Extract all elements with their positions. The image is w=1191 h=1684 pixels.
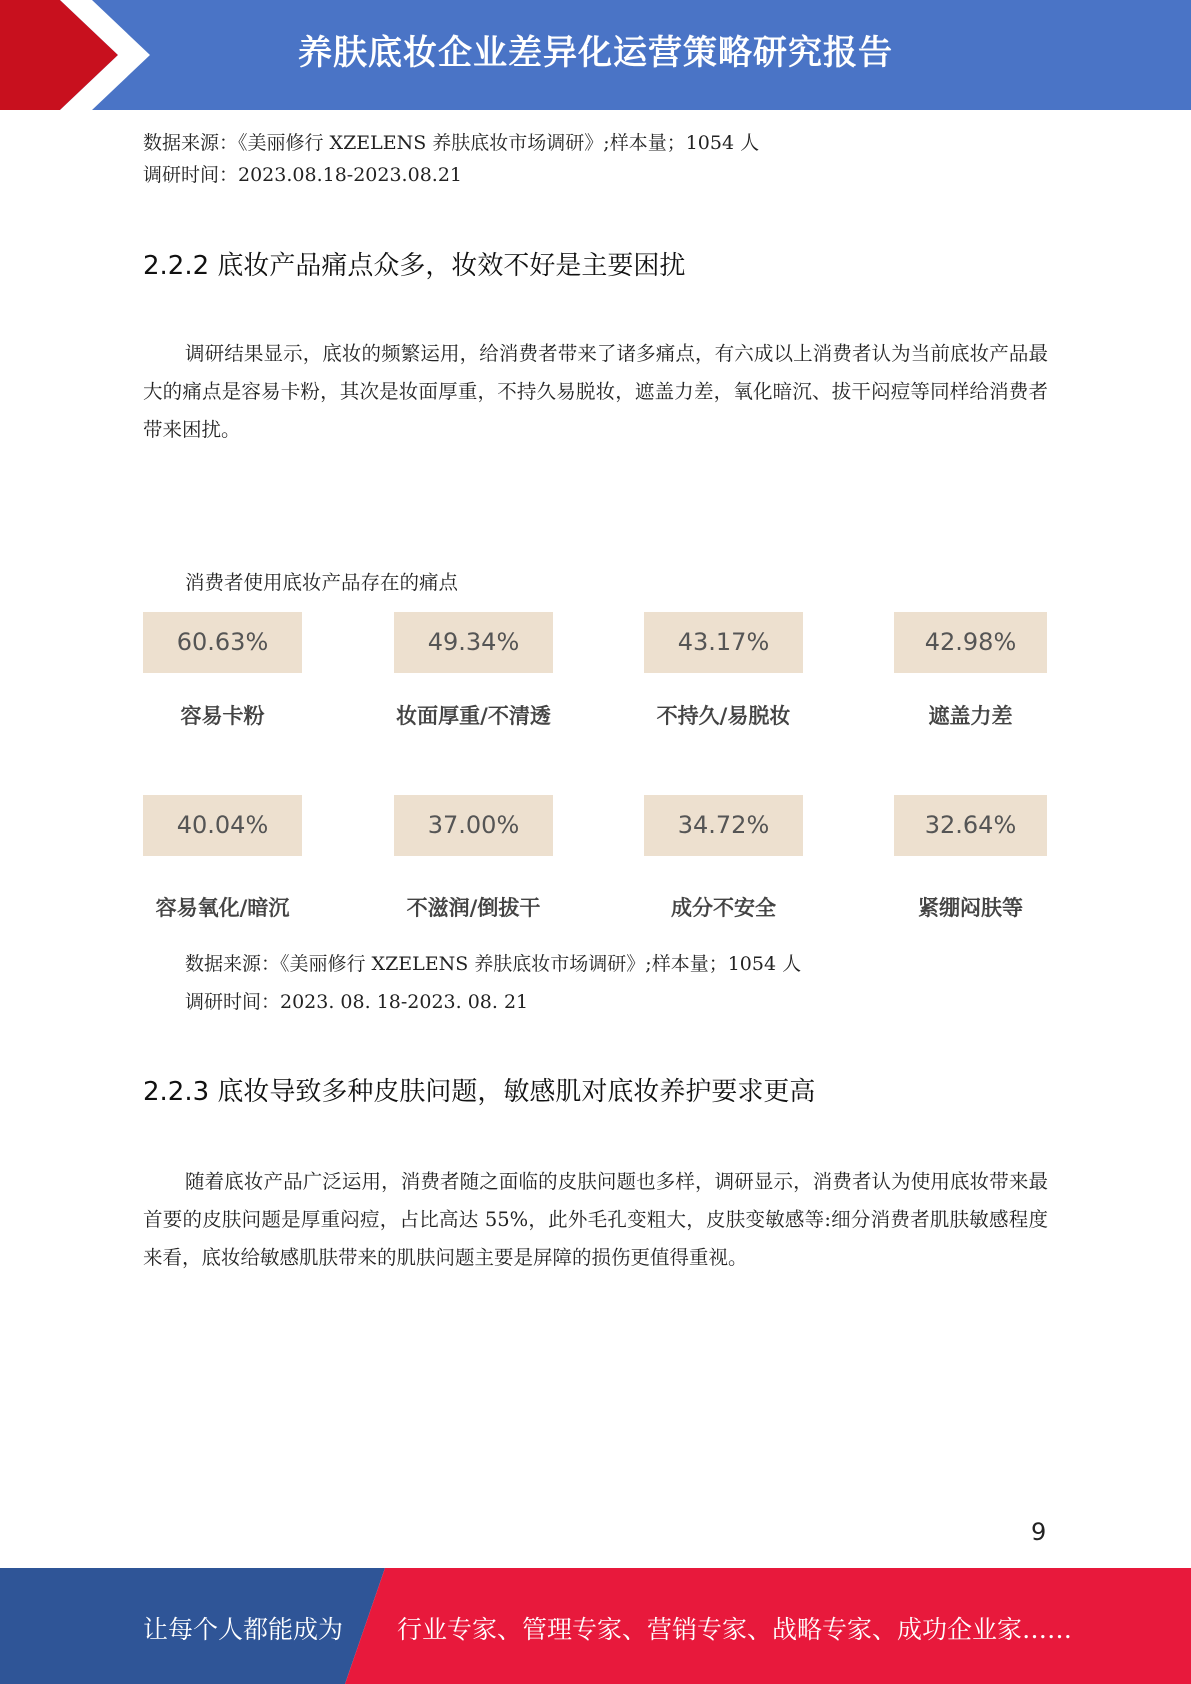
section-heading-2-2-2: 2.2.2 底妆产品痛点众多，妆效不好是主要困扰 (143, 251, 686, 281)
report-title: 养肤底妆企业差异化运营策略研究报告 (298, 33, 893, 73)
chart-category-label: 容易氧化/暗沉 (155, 896, 290, 920)
footer-slogan-left: 让每个人都能成为 (143, 1615, 344, 1644)
chart-value-box: 40.04% (143, 795, 302, 856)
chart-value-box: 43.17% (644, 612, 803, 673)
footer-slogan-right: 行业专家、管理专家、营销专家、战略专家、成功企业家…… (397, 1615, 1073, 1644)
survey-date-line: 调研时间：2023.08.18-2023.08.21 (143, 164, 462, 186)
chart-value-box: 32.64% (894, 795, 1047, 856)
chart-value-box: 60.63% (143, 612, 302, 673)
chart-category-label: 紧绷闷肤等 (918, 896, 1023, 920)
chart-value-box: 49.34% (394, 612, 553, 673)
chart-category-label: 妆面厚重/不清透 (396, 704, 551, 728)
section-heading-2-2-3: 2.2.3 底妆导致多种皮肤问题，敏感肌对底妆养护要求更高 (143, 1077, 816, 1107)
chart-value-box: 37.00% (394, 795, 553, 856)
section-paragraph-2-2-3: 随着底妆产品广泛运用，消费者随之面临的皮肤问题也多样，调研显示，消费者认为使用底妆带来最首要的皮肤问题是厚重闷痘，占比高达 55%，此外毛孔变粗大，皮肤变敏感等:细分消费者肌肤敏感程度来看，底妆给敏感肌肤带来的肌肤问题主要是屏障的损伤更值得重视。 (143, 1170, 1048, 1269)
header-bar (0, 0, 1191, 110)
chart-category-label: 不持久/易脱妆 (656, 704, 791, 728)
source-line: 数据来源：《美丽修行 XZELENS 养肤底妆市场调研》;样本量；1054 人 (143, 132, 760, 154)
chart-category-label: 不滋润/倒拔干 (406, 896, 541, 920)
chart-value-box: 42.98% (894, 612, 1047, 673)
chart-survey-date-line: 调研时间：2023. 08. 18-2023. 08. 21 (185, 991, 529, 1013)
section-paragraph-2-2-2: 调研结果显示，底妆的频繁运用，给消费者带来了诸多痛点，有六成以上消费者认为当前底妆产品最大的痛点是容易卡粉，其次是妆面厚重，不持久易脱妆，遮盖力差，氧化暗沉、拔干闷痘等同样给消费者带来困扰。 (143, 342, 1048, 441)
chart-title: 消费者使用底妆产品存在的痛点 (185, 571, 459, 594)
chart-value-box: 34.72% (644, 795, 803, 856)
page-number: 9 (1031, 1518, 1047, 1546)
chart-category-label: 成分不安全 (671, 896, 776, 920)
chart-category-label: 遮盖力差 (928, 704, 1013, 728)
chart-source-line: 数据来源：《美丽修行 XZELENS 养肤底妆市场调研》;样本量；1054 人 (185, 953, 802, 975)
chart-category-label: 容易卡粉 (180, 704, 265, 728)
